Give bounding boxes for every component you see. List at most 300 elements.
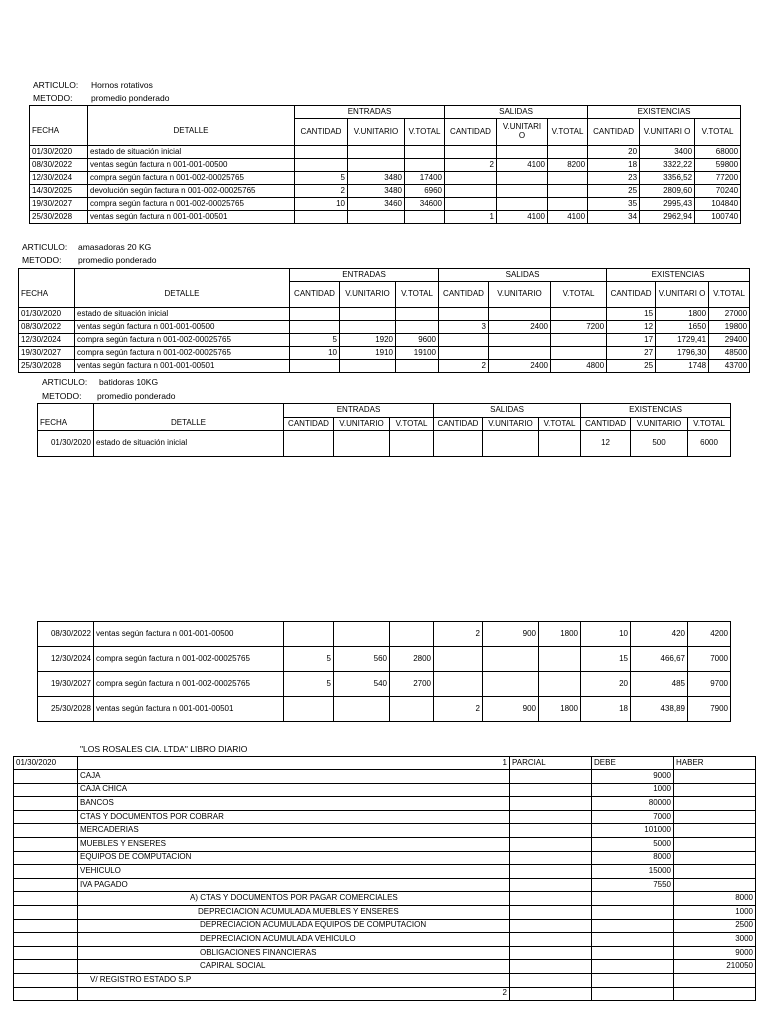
x-vu-cell: 3400 — [640, 146, 695, 159]
diario-debe-cell — [592, 892, 674, 906]
fecha-header: FECHA — [19, 282, 75, 308]
e-vu-cell — [334, 431, 390, 457]
detalle-cell: ventas según factura n 001-001-00500 — [75, 321, 290, 334]
diario-haber-cell: 210050 — [674, 960, 756, 974]
diario-haber-cell — [674, 770, 756, 784]
fecha-cell: 08/30/2022 — [19, 321, 75, 334]
diario-cuenta-cell: DEPRECIACION ACUMULADA EQUIPOS DE COMPUTACION — [78, 919, 510, 933]
k1-articulo-value: Hornos rotativos — [91, 80, 153, 90]
x-vt-cell: 9700 — [688, 672, 731, 697]
entradas-header: ENTRADAS — [284, 404, 434, 418]
diario-parcial-cell — [510, 919, 592, 933]
s-cantidad-header: CANTIDAD — [434, 418, 483, 431]
e-vu-cell — [348, 159, 405, 172]
e-vt-cell: 19100 — [396, 347, 439, 360]
x-cant-cell: 23 — [588, 172, 640, 185]
e-vu-cell — [340, 321, 396, 334]
s-cantidad-header: CANTIDAD — [439, 282, 489, 308]
e-vunitario-header: V.UNITARIO — [348, 119, 405, 146]
diario-cuenta-cell: OBLIGACIONES FINANCIERAS — [78, 946, 510, 960]
e-vt-cell — [405, 146, 445, 159]
kardex-row — [38, 622, 731, 647]
x-vtotal-header: V.TOTAL — [688, 418, 731, 431]
diario-parcial-cell — [510, 851, 592, 865]
diario-row — [14, 865, 756, 879]
detalle-cell: ventas según factura n 001-001-00500 — [88, 159, 295, 172]
diario-fecha-cell — [14, 892, 78, 906]
diario-cuenta-cell: DEPRECIACION ACUMULADA MUEBLES Y ENSERES — [78, 905, 510, 919]
detalle-cell: ventas según factura n 001-001-00501 — [88, 211, 295, 224]
e-vt-cell: 6960 — [405, 185, 445, 198]
salidas-header: SALIDAS — [439, 269, 607, 282]
x-vt-cell: 19800 — [709, 321, 750, 334]
e-cant-cell — [290, 360, 340, 373]
x-vu-cell: 2809,60 — [640, 185, 695, 198]
diario-cuenta-cell: BANCOS — [78, 797, 510, 811]
x-vu-cell: 438,89 — [631, 697, 688, 722]
e-vu-cell: 1910 — [340, 347, 396, 360]
s-vu-cell: 4100 — [497, 159, 548, 172]
e-cant-cell — [290, 321, 340, 334]
e-vt-cell — [396, 360, 439, 373]
diario-row — [14, 933, 756, 947]
s-vt-cell: 8200 — [548, 159, 588, 172]
corner-cell — [19, 269, 75, 282]
e-cant-cell — [284, 622, 334, 647]
e-vu-cell — [334, 622, 390, 647]
s-vt-cell: 4100 — [548, 211, 588, 224]
diario-parcial-cell — [510, 810, 592, 824]
diario-row — [14, 892, 756, 906]
s-cant-cell: 2 — [434, 622, 483, 647]
fecha-cell: 01/30/2020 — [19, 308, 75, 321]
diario-row — [14, 878, 756, 892]
x-cant-cell: 25 — [588, 185, 640, 198]
s-vt-cell — [548, 198, 588, 211]
x-vtotal-header: V.TOTAL — [695, 119, 741, 146]
s-vu-cell — [497, 198, 548, 211]
e-cant-cell — [284, 697, 334, 722]
e-vunitario-header: V.UNITARIO — [340, 282, 396, 308]
detalle-header: DETALLE — [75, 282, 290, 308]
diario-haber-cell — [674, 837, 756, 851]
detalle-cell: estado de situación inicial — [75, 308, 290, 321]
diario-fecha-cell — [14, 905, 78, 919]
diario-fecha-cell — [14, 797, 78, 811]
x-vt-cell: 70240 — [695, 185, 741, 198]
diario-cuenta-cell: MERCADERIAS — [78, 824, 510, 838]
e-cant-cell: 5 — [290, 334, 340, 347]
detalle-cell: ventas según factura n 001-001-00501 — [75, 360, 290, 373]
x-vt-cell: 77200 — [695, 172, 741, 185]
x-vunitario-header: V.UNITARI O — [656, 282, 709, 308]
diario-fecha-cell — [14, 810, 78, 824]
diario-haber-cell — [674, 851, 756, 865]
s-vu-cell — [489, 308, 551, 321]
diario-haber-cell — [674, 973, 756, 987]
diario-fecha-cell — [14, 824, 78, 838]
e-cant-cell — [295, 146, 348, 159]
diario-haber-cell: 3000 — [674, 933, 756, 947]
e-vu-cell — [340, 360, 396, 373]
kardex-row — [30, 159, 741, 172]
corner-cell — [88, 106, 295, 119]
fecha-cell: 12/30/2024 — [19, 334, 75, 347]
detalle-header: DETALLE — [88, 119, 295, 146]
fecha-header: FECHA — [30, 119, 88, 146]
diario-cuenta-cell: CAPIRAL SOCIAL — [78, 960, 510, 974]
x-cant-cell: 27 — [607, 347, 656, 360]
diario-debe-cell: 9000 — [592, 770, 674, 784]
s-cant-cell — [445, 172, 497, 185]
diario-fecha-cell — [14, 851, 78, 865]
diario-parcial-cell — [510, 797, 592, 811]
fecha-cell: 01/30/2020 — [38, 431, 94, 457]
diario-fecha-cell — [14, 865, 78, 879]
s-cant-cell: 2 — [445, 159, 497, 172]
e-vu-cell: 3480 — [348, 185, 405, 198]
diario-cuenta-cell: CAJA CHICA — [78, 783, 510, 797]
e-vu-cell: 540 — [334, 672, 390, 697]
x-cantidad-header: CANTIDAD — [581, 418, 631, 431]
diario-cuenta-cell: IVA PAGADO — [78, 878, 510, 892]
diario-debe-cell — [592, 987, 674, 1001]
e-cant-cell — [295, 159, 348, 172]
diario-fecha-cell — [14, 878, 78, 892]
salidas-header: SALIDAS — [445, 106, 588, 119]
diario-cuenta-cell: VEHICULO — [78, 865, 510, 879]
k2-metodo-label: METODO: — [22, 255, 62, 265]
x-vt-cell: 7900 — [688, 697, 731, 722]
diario-debe-cell: 15000 — [592, 865, 674, 879]
s-cant-cell — [434, 647, 483, 672]
diario-title: "LOS ROSALES CIA. LTDA" LIBRO DIARIO — [80, 744, 248, 754]
diario-nota-cell: V/ REGISTRO ESTADO S.P — [78, 973, 510, 987]
entradas-header: ENTRADAS — [295, 106, 445, 119]
k3-articulo-line — [42, 377, 158, 387]
s-vt-cell: 1800 — [539, 622, 581, 647]
s-vu-cell — [497, 172, 548, 185]
k2-metodo-value: promedio ponderado — [78, 255, 157, 265]
x-vu-cell: 1796,30 — [656, 347, 709, 360]
diario-cuenta-cell: CTAS Y DOCUMENTOS POR COBRAR — [78, 810, 510, 824]
diario-asiento-num-end: 2 — [78, 987, 510, 1001]
diario-row — [14, 837, 756, 851]
diario-fecha-cell — [14, 837, 78, 851]
detalle-cell: ventas según factura n 001-001-00501 — [94, 697, 284, 722]
corner-cell — [94, 404, 284, 418]
x-cant-cell: 20 — [588, 146, 640, 159]
diario-debe-cell — [592, 905, 674, 919]
s-vu-cell — [489, 334, 551, 347]
diario-debe-cell — [592, 960, 674, 974]
x-vt-cell: 48500 — [709, 347, 750, 360]
e-cant-cell: 5 — [295, 172, 348, 185]
x-cant-cell: 12 — [607, 321, 656, 334]
x-cant-cell: 15 — [581, 647, 631, 672]
fecha-cell: 12/30/2024 — [38, 647, 94, 672]
x-cant-cell: 18 — [588, 159, 640, 172]
kardex-row — [38, 431, 731, 457]
e-vt-cell — [405, 211, 445, 224]
diario-parcial-cell — [510, 905, 592, 919]
diario-debe-cell: 80000 — [592, 797, 674, 811]
fecha-cell: 01/30/2020 — [30, 146, 88, 159]
e-vt-cell — [396, 308, 439, 321]
kardex-row — [19, 334, 750, 347]
diario-fecha-cell — [14, 783, 78, 797]
s-cant-cell — [445, 185, 497, 198]
diario-parcial-cell — [510, 933, 592, 947]
diario-debe-cell: 8000 — [592, 851, 674, 865]
e-vu-cell — [334, 697, 390, 722]
diario-fecha-cell — [14, 770, 78, 784]
k1-metodo-label: METODO: — [33, 93, 73, 103]
s-vu-cell — [489, 347, 551, 360]
x-vt-cell: 4200 — [688, 622, 731, 647]
e-vu-cell: 560 — [334, 647, 390, 672]
diario-fecha-cell — [14, 919, 78, 933]
diario-debe-cell: 1000 — [592, 783, 674, 797]
e-vu-cell — [340, 308, 396, 321]
diario-parcial-cell — [510, 770, 592, 784]
fecha-cell: 25/30/2028 — [30, 211, 88, 224]
s-vt-cell — [548, 172, 588, 185]
diario-cuenta-cell: A) CTAS Y DOCUMENTOS POR PAGAR COMERCIALES — [78, 892, 510, 906]
kardex-row — [38, 697, 731, 722]
s-vunitario-header: V.UNITARIO — [483, 418, 539, 431]
diario-row — [14, 824, 756, 838]
x-vt-cell: 68000 — [695, 146, 741, 159]
e-vt-cell — [396, 321, 439, 334]
k2-metodo-line — [22, 255, 156, 265]
detalle-cell: devolución según factura n 001-002-00025765 — [88, 185, 295, 198]
diario-debe-cell: 5000 — [592, 837, 674, 851]
salidas-header: SALIDAS — [434, 404, 581, 418]
e-vt-cell: 2700 — [390, 672, 434, 697]
fecha-cell: 25/30/2028 — [19, 360, 75, 373]
diario-debe-cell — [592, 933, 674, 947]
diario-debe-cell: 7000 — [592, 810, 674, 824]
diario-row — [14, 960, 756, 974]
e-cant-cell: 10 — [290, 347, 340, 360]
e-vu-cell: 3480 — [348, 172, 405, 185]
x-vu-cell: 2995,43 — [640, 198, 695, 211]
s-vt-cell — [551, 347, 607, 360]
diario-haber-cell: 8000 — [674, 892, 756, 906]
s-cant-cell — [439, 334, 489, 347]
kardex-table-hornos — [29, 105, 741, 224]
s-cant-cell: 3 — [439, 321, 489, 334]
diario-fecha-cell — [14, 960, 78, 974]
diario-debe-cell: 7550 — [592, 878, 674, 892]
diario-row — [14, 987, 756, 1001]
detalle-cell: estado de situación inicial — [88, 146, 295, 159]
existencias-header: EXISTENCIAS — [588, 106, 741, 119]
kardex-table-batidoras-continuation — [37, 621, 731, 722]
diario-debe-cell — [592, 946, 674, 960]
e-vt-cell — [390, 431, 434, 457]
s-vt-cell — [539, 672, 581, 697]
s-vu-cell: 2400 — [489, 321, 551, 334]
e-vt-cell — [390, 622, 434, 647]
kardex-row — [38, 672, 731, 697]
fecha-cell: 19/30/2027 — [38, 672, 94, 697]
e-vt-cell — [390, 697, 434, 722]
k3-metodo-value: promedio ponderado — [97, 391, 176, 401]
kardex-row — [30, 211, 741, 224]
e-vunitario-header: V.UNITARIO — [334, 418, 390, 431]
diario-fecha-cell — [14, 933, 78, 947]
x-cant-cell: 35 — [588, 198, 640, 211]
s-vunitario-header: V.UNITARIO — [489, 282, 551, 308]
e-vtotal-header: V.TOTAL — [390, 418, 434, 431]
detalle-header: DETALLE — [94, 418, 284, 431]
kardex-row — [19, 321, 750, 334]
diario-asiento-num: 1 — [78, 757, 510, 770]
k2-articulo-line — [22, 242, 151, 252]
x-vtotal-header: V.TOTAL — [709, 282, 750, 308]
diario-row — [14, 946, 756, 960]
x-cant-cell: 34 — [588, 211, 640, 224]
existencias-header: EXISTENCIAS — [581, 404, 731, 418]
diario-parcial-cell — [510, 960, 592, 974]
s-cantidad-header: CANTIDAD — [445, 119, 497, 146]
corner-cell — [75, 269, 290, 282]
x-vt-cell: 6000 — [688, 431, 731, 457]
fecha-cell: 12/30/2024 — [30, 172, 88, 185]
x-cant-cell: 25 — [607, 360, 656, 373]
diario-row — [14, 905, 756, 919]
s-vt-cell: 4800 — [551, 360, 607, 373]
x-cant-cell: 12 — [581, 431, 631, 457]
detalle-cell: ventas según factura n 001-001-00500 — [94, 622, 284, 647]
corner-cell — [30, 106, 88, 119]
fecha-cell: 19/30/2027 — [30, 198, 88, 211]
s-vtotal-header: V.TOTAL — [548, 119, 588, 146]
s-vt-cell — [539, 647, 581, 672]
diario-parcial-cell — [510, 824, 592, 838]
s-cant-cell: 2 — [434, 697, 483, 722]
s-cant-cell — [434, 672, 483, 697]
diario-row — [14, 919, 756, 933]
fecha-cell: 19/30/2027 — [19, 347, 75, 360]
x-vu-cell: 1748 — [656, 360, 709, 373]
s-vu-cell — [483, 672, 539, 697]
s-cant-cell — [445, 146, 497, 159]
k3-metodo-label: METODO: — [42, 391, 82, 401]
detalle-cell: compra según factura n 001-002-00025765 — [75, 347, 290, 360]
e-vt-cell — [405, 159, 445, 172]
diario-parcial-cell — [510, 892, 592, 906]
s-vu-cell: 900 — [483, 622, 539, 647]
x-cantidad-header: CANTIDAD — [588, 119, 640, 146]
diario-row — [14, 770, 756, 784]
s-vt-cell — [548, 146, 588, 159]
kardex-row — [30, 185, 741, 198]
detalle-cell: compra según factura n 001-002-00025765 — [94, 672, 284, 697]
existencias-header: EXISTENCIAS — [607, 269, 750, 282]
e-cantidad-header: CANTIDAD — [284, 418, 334, 431]
diario-row — [14, 851, 756, 865]
e-vt-cell: 34600 — [405, 198, 445, 211]
x-vu-cell: 2962,94 — [640, 211, 695, 224]
k3-metodo-line — [42, 391, 175, 401]
e-cantidad-header: CANTIDAD — [295, 119, 348, 146]
diario-haber-cell: 9000 — [674, 946, 756, 960]
kardex-row — [19, 308, 750, 321]
kardex-table-amasadoras — [18, 268, 750, 373]
k3-articulo-label: ARTICULO: — [42, 377, 88, 387]
k1-metodo-value: promedio ponderado — [91, 93, 170, 103]
s-cant-cell — [439, 347, 489, 360]
libro-diario-table — [13, 756, 756, 1001]
e-cant-cell: 2 — [295, 185, 348, 198]
x-vt-cell: 29400 — [709, 334, 750, 347]
detalle-cell: compra según factura n 001-002-00025765 — [94, 647, 284, 672]
diario-parcial-cell — [510, 837, 592, 851]
kardex-row — [30, 146, 741, 159]
e-vu-cell: 1920 — [340, 334, 396, 347]
corner-cell — [38, 404, 94, 418]
diario-fecha-cell — [14, 973, 78, 987]
x-vu-cell: 1650 — [656, 321, 709, 334]
diario-fecha-cell — [14, 987, 78, 1001]
kardex-row — [19, 347, 750, 360]
e-vtotal-header: V.TOTAL — [396, 282, 439, 308]
s-cant-cell — [445, 198, 497, 211]
s-vt-cell — [539, 431, 581, 457]
diario-parcial-header: PARCIAL — [510, 757, 592, 770]
x-vt-cell: 59800 — [695, 159, 741, 172]
s-vtotal-header: V.TOTAL — [551, 282, 607, 308]
diario-debe-cell — [592, 919, 674, 933]
diario-cuenta-cell: EQUIPOS DE COMPUTACION — [78, 851, 510, 865]
entradas-header: ENTRADAS — [290, 269, 439, 282]
x-cant-cell: 18 — [581, 697, 631, 722]
kardex-row — [30, 198, 741, 211]
e-vt-cell: 17400 — [405, 172, 445, 185]
e-cant-cell — [295, 211, 348, 224]
s-vu-cell: 2400 — [489, 360, 551, 373]
x-vunitario-header: V.UNITARI O — [640, 119, 695, 146]
diario-cuenta-cell: MUEBLES Y ENSERES — [78, 837, 510, 851]
k2-articulo-label: ARTICULO: — [22, 242, 68, 252]
s-cant-cell: 2 — [439, 360, 489, 373]
x-vu-cell: 3322,22 — [640, 159, 695, 172]
fecha-cell: 14/30/2025 — [30, 185, 88, 198]
e-vu-cell: 3460 — [348, 198, 405, 211]
diario-cuenta-cell: DEPRECIACION ACUMULADA VEHICULO — [78, 933, 510, 947]
kardex-row — [38, 647, 731, 672]
s-vu-cell: 4100 — [497, 211, 548, 224]
diario-parcial-cell — [510, 878, 592, 892]
x-vt-cell: 43700 — [709, 360, 750, 373]
x-vt-cell: 7000 — [688, 647, 731, 672]
detalle-cell: estado de situación inicial — [94, 431, 284, 457]
e-vu-cell — [348, 211, 405, 224]
e-vt-cell: 9600 — [396, 334, 439, 347]
x-cant-cell: 10 — [581, 622, 631, 647]
diario-haber-cell — [674, 797, 756, 811]
diario-fecha-cell — [14, 946, 78, 960]
x-vu-cell: 1800 — [656, 308, 709, 321]
s-cant-cell — [434, 431, 483, 457]
diario-haber-cell — [674, 824, 756, 838]
diario-haber-cell: 1000 — [674, 905, 756, 919]
diario-haber-cell — [674, 865, 756, 879]
diario-parcial-cell — [510, 783, 592, 797]
